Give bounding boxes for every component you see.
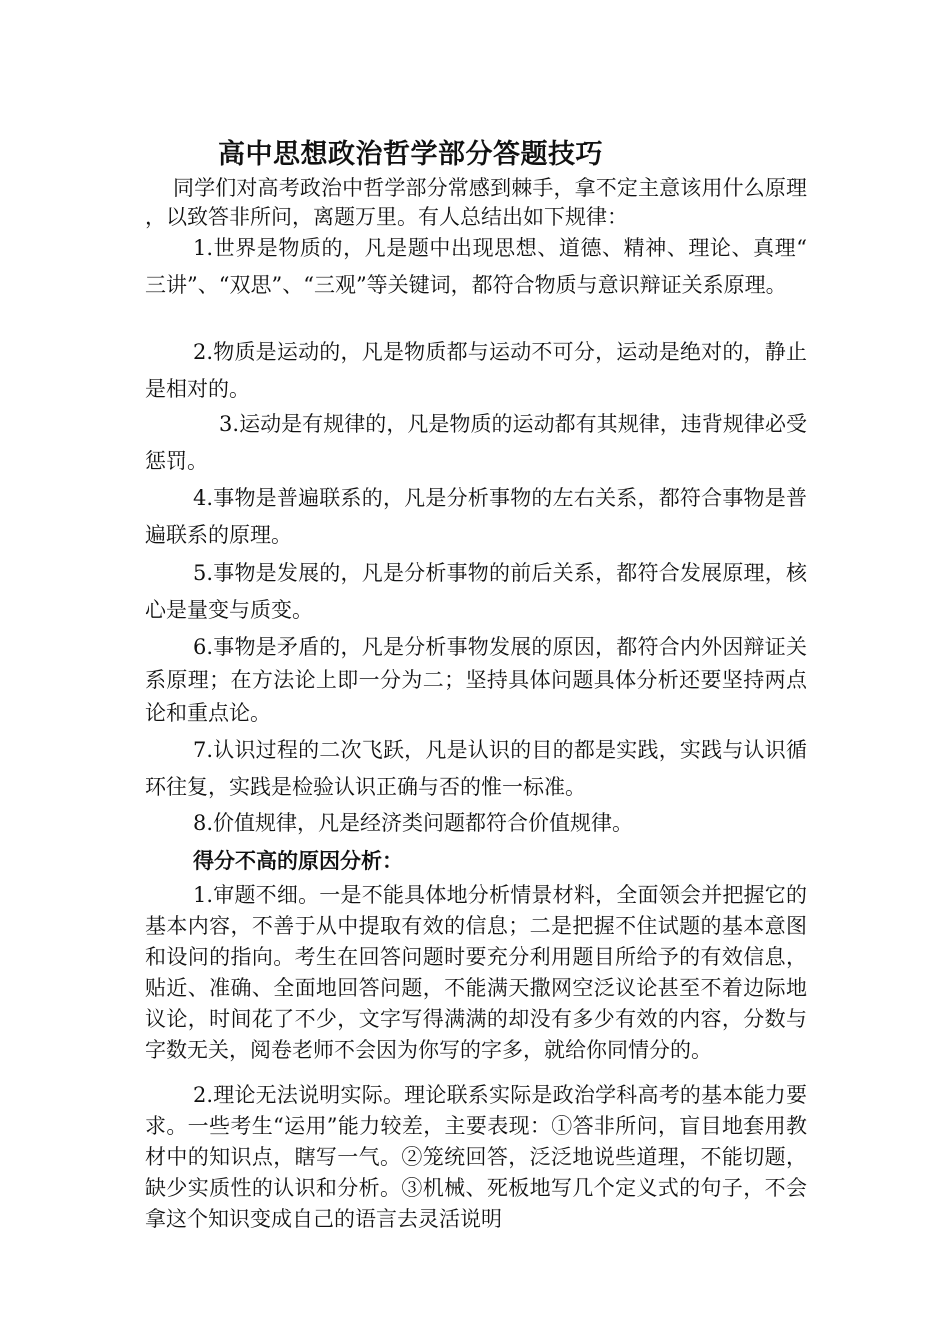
- document-title: 高中思想政治哲学部分答题技巧: [218, 139, 603, 170]
- rule-6-paragraph: 6.事物是矛盾的，凡是分析事物发展的原因，都符合内外因辩证关系原理；在方法论上即一分为二；坚持具体问题具体分析还要坚持两点论和重点论。: [145, 635, 807, 725]
- rule-4-paragraph: 4.事物是普遍联系的，凡是分析事物的左右关系，都符合事物是普遍联系的原理。: [145, 486, 807, 547]
- rule-2-paragraph: 2.物质是运动的，凡是物质都与运动不可分，运动是绝对的，静止是相对的。: [145, 340, 807, 401]
- analysis-heading: 得分不高的原因分析：: [193, 848, 403, 873]
- analysis-1-paragraph: 1.审题不细。一是不能具体地分析情景材料，全面领会并把握它的基本内容，不善于从中提取有效的信息；二是把握不住试题的基本意图和设问的指向。考生在回答问题时要充分利用题目所给予的有效信息，贴近、准确、全面地回答问题，不能满天撒网空泛议论甚至不着边际地议论，时间花了不少，文字写得满满的却没有多少有效的内容，分数与字数无关，阅卷老师不会因为你写的字多，就给你同情分的。: [145, 883, 807, 1062]
- intro-paragraph: 同学们对高考政治中哲学部分常感到棘手，拿不定主意该用什么原理，以致答非所问，离题万里。有人总结出如下规律：: [145, 176, 807, 229]
- rule-8-paragraph: 8.价值规律，凡是经济类问题都符合价值规律。: [193, 811, 634, 835]
- rule-7-paragraph: 7.认识过程的二次飞跃，凡是认识的目的都是实践，实践与认识循环往复，实践是检验认识正确与否的惟一标准。: [145, 738, 807, 799]
- analysis-2-paragraph: 2.理论无法说明实际。理论联系实际是政治学科高考的基本能力要求。一些考生“运用”能力较差，主要表现：①答非所问，盲目地套用教材中的知识点，瞎写一气。②笼统回答，泛泛地说些道理，不能切题，缺少实质性的认识和分析。③机械、死板地写几个定义式的句子，不会拿这个知识变成自己的语言去灵活说明: [145, 1083, 807, 1231]
- rule-3-paragraph: 3.运动是有规律的，凡是物质的运动都有其规律，违背规律必受惩罚。: [145, 412, 807, 473]
- rule-5-paragraph: 5.事物是发展的，凡是分析事物的前后关系，都符合发展原理，核心是量变与质变。: [145, 561, 807, 622]
- rule-1-paragraph: 1.世界是物质的，凡是题中出现思想、道德、精神、理论、真理“三讲”、“双思”、“三观”等关键词，都符合物质与意识辩证关系原理。: [145, 236, 807, 297]
